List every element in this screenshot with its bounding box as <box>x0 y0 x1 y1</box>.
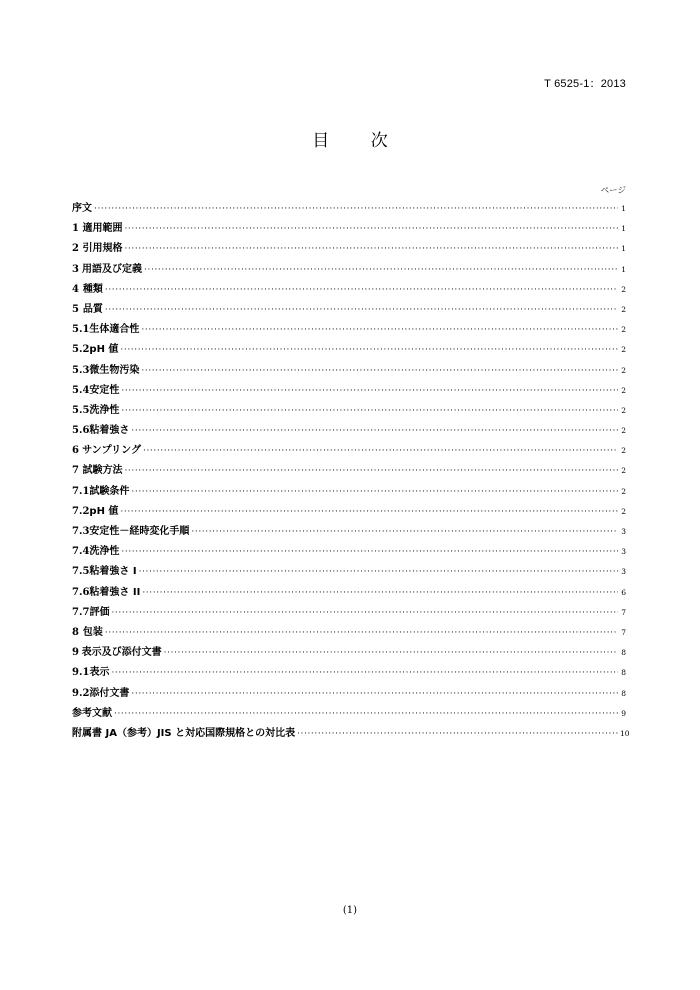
toc-page-number: 2 <box>621 426 626 436</box>
toc-entry-5-1[interactable] <box>72 320 626 340</box>
toc-entry-7-2[interactable] <box>72 502 626 522</box>
toc-leader-dots <box>164 648 618 658</box>
toc-label: 参考文献 <box>72 707 112 719</box>
toc-entry-3[interactable] <box>72 260 626 280</box>
toc-label: 粘着強さ II <box>89 586 141 598</box>
toc-entry-5-5[interactable] <box>72 401 626 421</box>
toc-label: pH 値 <box>89 344 119 356</box>
toc-label: 試験方法 <box>82 465 123 477</box>
toc-leader-dots <box>114 709 618 719</box>
toc-leader-dots <box>120 507 618 517</box>
toc-label: 添付文書 <box>89 687 130 699</box>
toc-label: 試験条件 <box>89 485 130 497</box>
toc-section-number: 7.1 <box>72 485 90 497</box>
toc-label: 品質 <box>82 303 103 315</box>
toc-leader-dots <box>297 729 618 739</box>
toc-leader-dots <box>124 244 618 254</box>
toc-section-number: 5.1 <box>72 324 90 336</box>
toc-section-number: 9 <box>72 647 79 659</box>
toc-label: 粘着強さ I <box>89 566 137 578</box>
toc-entry-7-6[interactable] <box>72 583 626 603</box>
document-id: T 6525-1：2013 <box>544 78 626 90</box>
toc-page-number: 2 <box>621 284 626 294</box>
toc-label: サンプリング <box>82 445 141 457</box>
toc-leader-dots <box>111 608 618 618</box>
toc-page-number: 2 <box>621 446 626 456</box>
toc-label: 用語及び定義 <box>82 263 143 275</box>
table-of-contents <box>72 199 630 744</box>
toc-entry-7-4[interactable] <box>72 542 626 562</box>
toc-leader-dots <box>105 285 618 295</box>
toc-section-number: 7.4 <box>72 546 90 558</box>
toc-entry-7-5[interactable] <box>72 562 626 582</box>
toc-section-number: 9.2 <box>72 687 90 699</box>
toc-leader-dots <box>131 426 618 436</box>
toc-section-number: 7.5 <box>72 566 90 578</box>
toc-section-number: 5.3 <box>72 364 90 376</box>
toc-leader-dots <box>144 265 618 275</box>
toc-page-number: 1 <box>621 224 626 234</box>
toc-leader-dots <box>124 466 618 476</box>
toc-leader-dots <box>141 366 618 376</box>
page-column-label: ページ <box>600 186 626 196</box>
toc-leader-dots <box>121 547 618 557</box>
toc-entry-5-4[interactable] <box>72 381 626 401</box>
toc-entry-1[interactable] <box>72 219 626 239</box>
toc-section-number: 5.6 <box>72 425 90 437</box>
toc-entry-6[interactable] <box>72 441 626 461</box>
toc-leader-dots <box>105 305 618 315</box>
toc-page-number: 1 <box>621 204 626 213</box>
toc-label: 粘着強さ <box>89 425 130 437</box>
toc-label: 洗浄性 <box>89 546 120 558</box>
toc-label: 引用規格 <box>82 243 123 255</box>
toc-entry-9-1[interactable] <box>72 663 626 683</box>
toc-page-number: 2 <box>621 325 626 335</box>
toc-leader-dots <box>120 345 618 355</box>
toc-label: 微生物汚染 <box>89 364 140 376</box>
toc-section-number: 7.6 <box>72 586 90 598</box>
toc-entry-4[interactable] <box>72 280 626 300</box>
toc-page-number: 2 <box>621 486 626 496</box>
toc-page-number: 1 <box>621 264 626 274</box>
toc-leader-dots <box>94 204 618 214</box>
toc-page-number: 8 <box>621 648 626 658</box>
toc-label: 包装 <box>82 626 103 638</box>
toc-label: 序文 <box>72 203 92 214</box>
toc-leader-dots <box>142 588 618 598</box>
toc-section-number: 7.7 <box>72 606 90 618</box>
toc-section-number: 5.4 <box>72 384 90 396</box>
toc-page-number: 6 <box>621 587 626 597</box>
toc-leader-dots <box>131 689 618 699</box>
toc-label: 安定性 <box>89 384 120 396</box>
toc-page-number: 2 <box>621 506 626 516</box>
toc-entry-7-1[interactable] <box>72 482 626 502</box>
toc-entry-5-3[interactable] <box>72 361 626 381</box>
toc-page-number: 10 <box>620 728 630 738</box>
page-number-footer: (1) <box>342 905 358 916</box>
toc-label: 表示 <box>89 667 110 679</box>
toc-label: 洗浄性 <box>89 404 120 416</box>
toc-page-number: 3 <box>621 567 626 577</box>
page-title: 目 次 <box>312 131 406 151</box>
toc-page-number: 8 <box>621 668 626 678</box>
toc-entry-bibliography[interactable] <box>72 704 626 724</box>
toc-page-number: 2 <box>621 466 626 476</box>
toc-leader-dots <box>111 668 618 678</box>
toc-section-number: 7 <box>72 465 79 477</box>
toc-page-number: 9 <box>621 708 626 718</box>
toc-section-number: 1 <box>72 223 79 235</box>
toc-section-number: 2 <box>72 243 79 255</box>
toc-page-number: 7 <box>621 627 626 637</box>
toc-page-number: 3 <box>621 547 626 557</box>
toc-leader-dots <box>121 386 618 396</box>
toc-section-number: 5 <box>72 303 79 315</box>
toc-page-number: 7 <box>621 607 626 617</box>
toc-label: 適用範囲 <box>82 223 123 235</box>
toc-label: pH 値 <box>89 505 119 517</box>
toc-section-number: 4 <box>72 283 79 295</box>
toc-entry-7-3[interactable] <box>72 522 626 542</box>
toc-section-number: 5.2 <box>72 344 90 356</box>
toc-entry-9-2[interactable] <box>72 684 626 704</box>
toc-section-number: 3 <box>72 263 79 275</box>
toc-page-number: 1 <box>621 244 626 254</box>
toc-section-number: 9.1 <box>72 667 90 679</box>
toc-label: 表示及び添付文書 <box>81 647 162 659</box>
toc-section-number: 5.5 <box>72 404 90 416</box>
toc-page-number: 8 <box>621 688 626 698</box>
toc-entry-2[interactable] <box>72 239 626 259</box>
toc-leader-dots <box>191 527 618 537</box>
toc-entry-5-6[interactable] <box>72 421 626 441</box>
toc-label: 生体適合性 <box>89 324 140 336</box>
toc-entry-7[interactable] <box>72 461 626 481</box>
toc-page-number: 2 <box>621 385 626 395</box>
toc-section-number: 6 <box>72 445 79 457</box>
toc-leader-dots <box>139 567 618 577</box>
toc-entry-7-7[interactable] <box>72 603 626 623</box>
toc-entry-8[interactable] <box>72 623 626 643</box>
toc-page-number: 2 <box>621 304 626 314</box>
toc-section-number: 7.3 <box>72 526 90 537</box>
toc-entry-9[interactable] <box>72 643 626 663</box>
toc-label: 種類 <box>82 283 103 295</box>
toc-page-number: 3 <box>621 527 626 536</box>
toc-entry-5[interactable] <box>72 300 626 320</box>
toc-section-number: 7.2 <box>72 505 90 517</box>
toc-page-number: 2 <box>621 405 626 415</box>
toc-section-number: 8 <box>72 626 79 638</box>
toc-entry-annex-ja[interactable] <box>72 724 630 744</box>
toc-label: 安定性－経時変化手順 <box>89 526 190 537</box>
toc-leader-dots <box>124 224 618 234</box>
toc-entry-5-2[interactable] <box>72 340 626 360</box>
toc-label: 評価 <box>89 606 110 618</box>
toc-leader-dots <box>105 628 618 638</box>
toc-entry-preface[interactable] <box>72 199 626 219</box>
toc-leader-dots <box>143 446 618 456</box>
toc-label: 附属書 JA（参考）JIS と対応国際規格との対比表 <box>72 727 296 739</box>
toc-page-number: 2 <box>621 345 626 355</box>
toc-leader-dots <box>121 406 618 416</box>
toc-leader-dots <box>131 487 618 497</box>
toc-leader-dots <box>141 325 618 335</box>
toc-page-number: 2 <box>621 365 626 375</box>
